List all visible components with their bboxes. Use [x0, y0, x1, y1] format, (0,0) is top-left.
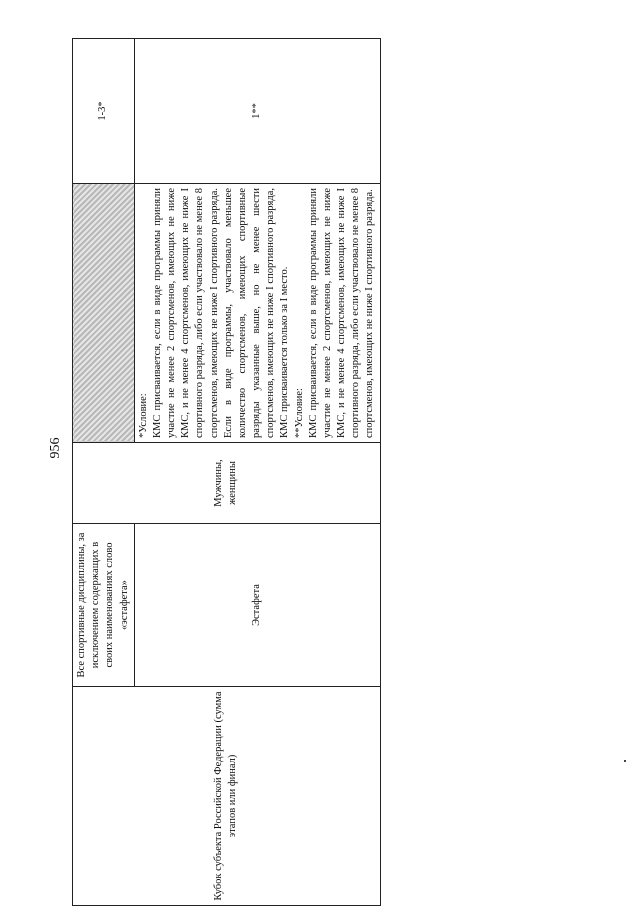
condition-2-title: **Условие: [293, 388, 305, 438]
shaded-cell [73, 184, 135, 443]
gender-cell: Мужчины, женщины [73, 443, 381, 524]
place-cell-1: 1-3* [73, 39, 135, 184]
condition-2-text: КМС присваивается, если в виде программы приняли участие не менее 2 спортсменов, имеющих не ниже КМС, и не менее 4 спортсменов, имеющих не ниже I спортивного разряда, либо если участвовало не менее 8 спортсменов, имеющих не ниже I спортивного разряда. [307, 188, 376, 438]
conditions-cell [134, 184, 380, 443]
classification-table [72, 38, 381, 906]
page-number: 956 [48, 437, 63, 459]
discipline-cell: Эстафета [134, 524, 380, 687]
discipline-header-cell: Все спортивные дисциплины, за исключением содержащих в своих наименованиях слово «эстафета» [73, 524, 135, 687]
condition-1-text: КМС присваивается, если в виде программы приняли участие не менее 2 спортсменов, имеющих не ниже КМС, и не менее 4 спортсменов, имеющих не ниже I спортивного разряда, либо если участвовало не менее 8 спортсменов, имеющих не ниже I спортивного разряда. Если в виде программы, участвовало меньшее количество спортсменов, имеющих спортивные разряды указанные выше, но не менее шести спортсменов, имеющих не ниже I спортивного разряда, КМС присваивается только за I место. [151, 188, 291, 438]
rotated-table-container [72, 38, 376, 906]
condition-1-title: *Условие: [137, 393, 149, 438]
competition-cell: Кубок субъекта Российской Федерации (сумма этапов или финал) [73, 687, 381, 906]
scan-speck [624, 760, 626, 762]
table-row [73, 39, 135, 906]
place-cell-2: 1** [134, 39, 380, 184]
